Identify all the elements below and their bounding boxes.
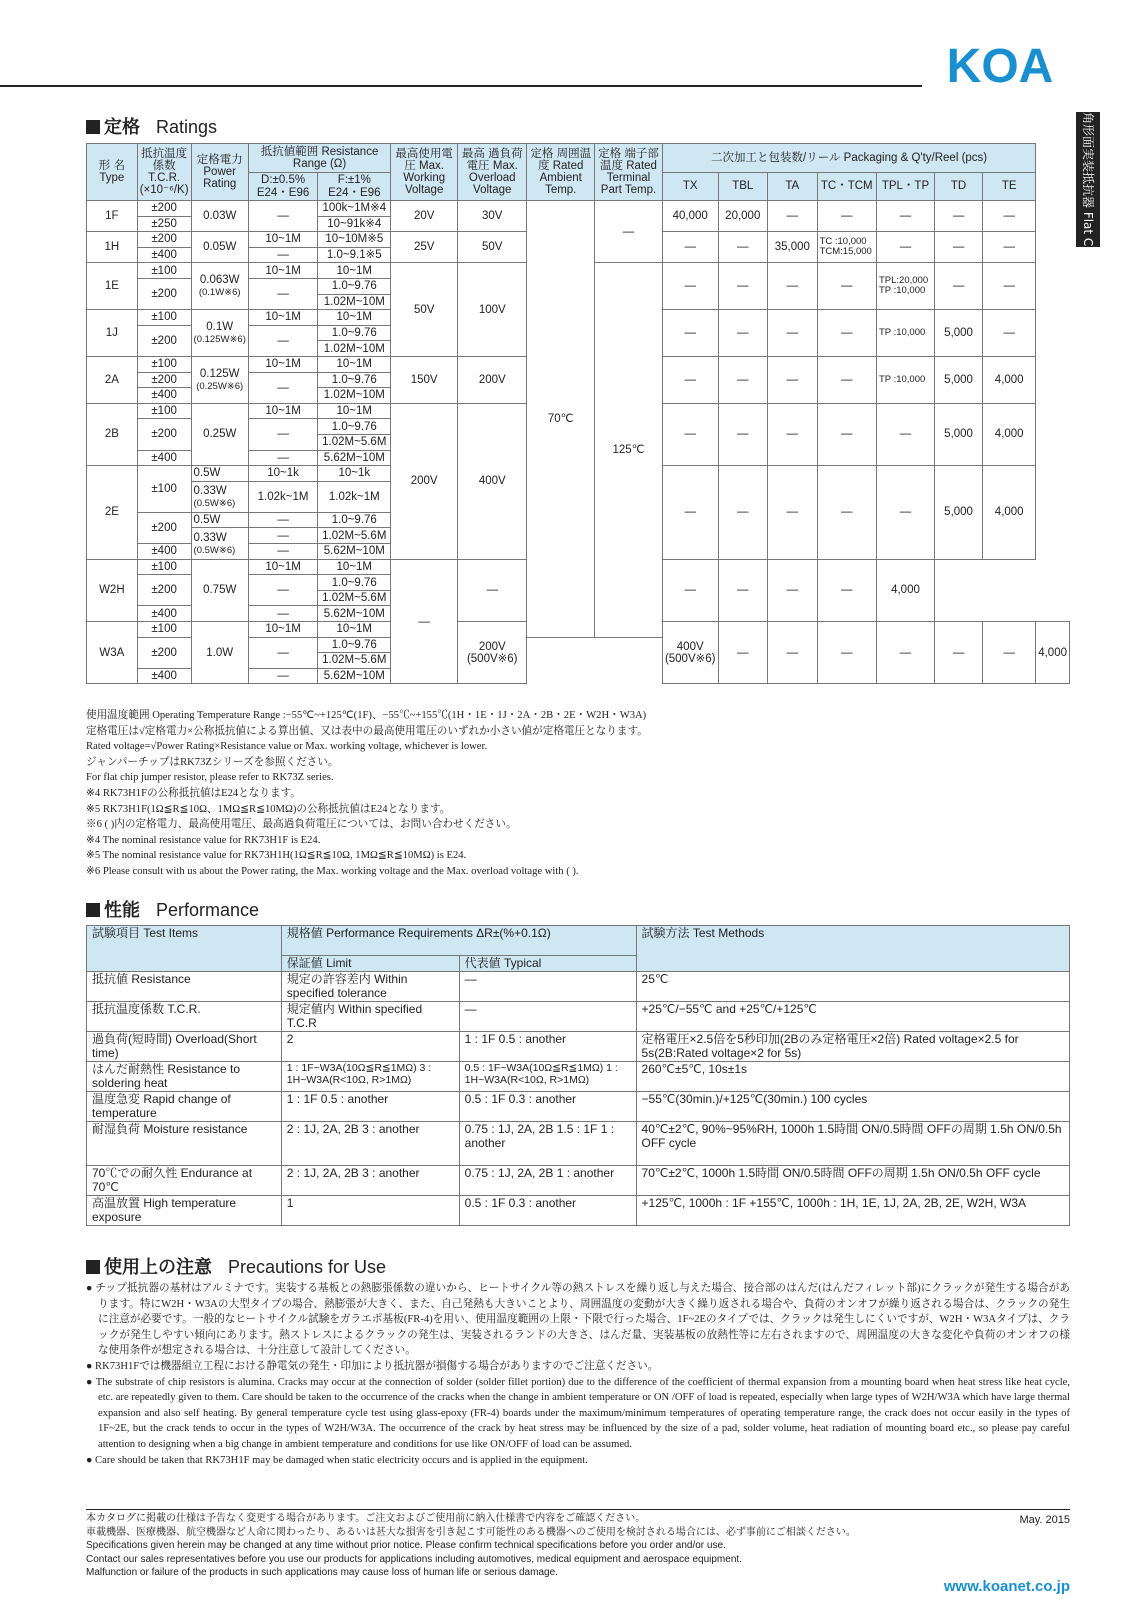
table-cell: ±100 (137, 403, 191, 419)
table-cell: 1.0~9.1※5 (318, 247, 391, 263)
table-cell: 1 : 1F 0.5 : another (281, 1092, 459, 1122)
table-row (87, 1092, 1070, 1122)
table-cell: 1.02M~5.6M (318, 528, 391, 544)
table-cell: — (595, 201, 663, 263)
table-cell: 5.62M~10M (318, 606, 391, 622)
table-cell: −55℃(30min.)/+125℃(30min.) 100 cycles (636, 1092, 1069, 1122)
side-tab: 角形面実装抵抗器 Flat Chip Resistors (1076, 112, 1100, 247)
table-cell: ±100 (137, 559, 191, 575)
table-cell: 定格 端子部温度 Rated Terminal Part Temp. (595, 144, 663, 201)
table-cell: 最高使用電圧 Max. Working Voltage (391, 144, 458, 201)
table-cell: +125℃, 1000h : 1F +155℃, 1000h : 1H, 1E, 1J, 2A, 2B, 2E, W2H, W3A (636, 1196, 1069, 1226)
table-cell: — (876, 201, 934, 232)
table-cell: 0.03W (191, 201, 248, 232)
koa-logo (930, 40, 1070, 88)
performance-table (86, 925, 1070, 1226)
table-cell: 5,000 (934, 310, 982, 357)
table-cell: — (817, 201, 876, 232)
table-cell: 5.62M~10M (318, 544, 391, 560)
table-cell: 25V (391, 232, 458, 263)
table-cell: 70℃での耐久性 Endurance at 70℃ (87, 1166, 282, 1196)
table-cell: 40℃±2℃, 90%~95%RH, 1000h 1.5時間 ON/0.5時間 OFFの周期 1.5h ON/0.5h OFF cycle (636, 1122, 1069, 1166)
table-cell: 2 : 1J, 2A, 2B 3 : another (281, 1122, 459, 1166)
table-cell: — (248, 372, 317, 403)
performance-heading: 性能 Performance (86, 896, 259, 922)
table-cell: — (248, 575, 317, 606)
table-cell: 規定値内 Within specified T.C.R (281, 1002, 459, 1032)
table-cell: 25℃ (636, 972, 1069, 1002)
table-cell: はんだ耐熱性 Resistance to soldering heat (87, 1062, 282, 1092)
table-cell: D:±0.5% E24・E96 (248, 173, 317, 201)
table-cell: — (718, 403, 768, 465)
table-cell: — (662, 263, 718, 310)
table-cell: — (248, 512, 317, 528)
table-cell: 40,000 (662, 201, 718, 232)
table-row: 0.33W (0.5W※6) — 1.02M~5.6M (87, 528, 1070, 544)
table-cell: — (983, 263, 1036, 310)
table-cell: ±200 (137, 325, 191, 356)
table-cell: 4,000 (983, 466, 1036, 560)
table-cell: — (768, 466, 818, 560)
table-cell: — (662, 356, 718, 403)
table-cell: — (876, 403, 934, 465)
table-cell: — (934, 622, 982, 684)
table-cell: ±100 (137, 622, 191, 638)
table-cell: ±200 (137, 278, 191, 309)
table-cell: 定格 周囲温度 Rated Ambient Temp. (527, 144, 595, 201)
table-cell: ±100 (137, 263, 191, 279)
table-cell: — (248, 668, 317, 684)
table-cell: ±200 (137, 201, 191, 217)
table-cell: 2 (281, 1032, 459, 1062)
table-cell: — (876, 232, 934, 263)
table-cell: 抵抗値 Resistance (87, 972, 282, 1002)
table-cell: 保証値 Limit (281, 956, 459, 972)
table-cell: — (662, 232, 718, 263)
table-cell: 0.5W (191, 512, 248, 528)
table-cell: — (718, 356, 768, 403)
table-cell: — (248, 325, 317, 356)
table-row: 2A ±100 0.125W (0.25W※6) 10~1M 10~1M 150V 200V — — — — TP :10,000 5,000 4,000 (87, 356, 1070, 372)
table-cell: 0.05W (191, 232, 248, 263)
table-cell: TC・TCM (817, 173, 876, 201)
table-cell: +25℃/−55℃ and +25℃/+125℃ (636, 1002, 1069, 1032)
table-row (87, 1122, 1070, 1166)
table-cell: 2B (87, 403, 138, 465)
table-cell: 10~1M (318, 622, 391, 638)
table-cell: 1.0~9.76 (318, 637, 391, 653)
table-cell: — (718, 559, 768, 621)
svg-text:KOA: KOA (946, 40, 1054, 88)
ratings-notes: 使用温度範囲 Operating Temperature Range :−55℃~+125℃(1F)、−55℃~+155℃(1H・1E・1J・2A・2B・2E・W2H・W3A) 定格電圧は√定格電力×公称抵抗値による算出値、又は表中の最高使用電圧のいずれか小さい値が定格電圧となります。 Rated voltage=√Power Rating×Resistance value or Max. working voltage, whichever is lower. ジャンパーチップはRK73Zシリーズを参照ください。 For flat chip jumper resistor, please refer to RK73Z series. ※4 RK73H1Fの公称抵抗値はE24となります。 ※5 RK73H1F(1Ω≦R≦10Ω、1MΩ≦R≦10MΩ)の公称抵抗値はE24となります。 ※6 ( )内の定格電力、最高使用電圧、最高過負荷電圧については、お問い合わせください。 ※4 The nominal resistance value for RK73H1F is E24. ※5 The nominal resistance value for RK73H1H(1Ω≦R≦10Ω, 1MΩ≦R≦10MΩ) is E24. ※6 Please consult with us about the Power rating, the Max. working voltage and the Max. overload voltage with ( ). (86, 710, 648, 877)
table-cell: — (459, 972, 636, 1002)
table-cell: 5,000 (934, 356, 982, 403)
table-cell: ±200 (137, 512, 191, 543)
table-cell: ±200 (137, 419, 191, 450)
table-cell: 1 : 1F 0.5 : another (459, 1032, 636, 1062)
table-cell: 150V (391, 356, 458, 403)
table-cell: — (817, 263, 876, 310)
table-cell: 10~91k※4 (318, 216, 391, 232)
footer-rule (86, 1509, 1070, 1510)
table-cell: 35,000 (768, 232, 818, 263)
table-cell: — (718, 622, 768, 684)
table-cell: TA (768, 173, 818, 201)
table-cell: 10~1M (248, 559, 317, 575)
table-cell: 1 : 1F~W3A(10Ω≦R≦1MΩ) 3 : 1H~W3A(R<10Ω, R>1MΩ) (281, 1062, 459, 1092)
table-cell: 定格電圧×2.5倍を5秒印加(2Bのみ定格電圧×2倍) Rated voltage×2.5 for 5s(2B:Rated voltage×2 for 5s) (636, 1032, 1069, 1062)
table-cell: TE (983, 173, 1036, 201)
table-cell: — (876, 466, 934, 560)
table-cell: — (248, 606, 317, 622)
table-cell: 0.75 : 1J, 2A, 2B 1 : another (459, 1166, 636, 1196)
table-cell: — (817, 356, 876, 403)
table-cell: 形 名 Type (87, 144, 138, 201)
table-row: 1J ±100 0.1W (0.125W※6) 10~1M 10~1M — — — — TP :10,000 5,000 — (87, 310, 1070, 326)
table-cell: 10~1k (318, 466, 391, 482)
table-cell: 5,000 (934, 403, 982, 465)
table-cell: — (768, 559, 818, 621)
table-cell: ±200 (137, 232, 191, 248)
table-cell: — (817, 403, 876, 465)
ratings-table (86, 143, 1070, 684)
table-cell: 20V (391, 201, 458, 232)
header-rule (0, 85, 922, 87)
table-cell: ±400 (137, 388, 191, 404)
table-cell: 1F (87, 201, 138, 232)
table-cell: 抵抗値範囲 Resistance Range (Ω) (248, 144, 390, 173)
table-cell: — (248, 278, 317, 309)
table-cell: 30V (458, 201, 527, 232)
table-row (87, 1002, 1070, 1032)
table-cell: 二次加工と包装数/リール Packaging & Q'ty/Reel (pcs) (662, 144, 1035, 173)
table-cell: 0.75W (191, 559, 248, 621)
table-cell: 4,000 (983, 403, 1036, 465)
table-cell: — (459, 1002, 636, 1032)
table-cell: 10~1M (248, 622, 317, 638)
table-cell: 1.02M~5.6M (318, 434, 391, 450)
table-cell: 1.0~9.76 (318, 278, 391, 294)
table-cell: 2 : 1J, 2A, 2B 3 : another (281, 1166, 459, 1196)
table-row (87, 201, 1070, 217)
table-cell: — (817, 622, 876, 684)
table-cell: ±100 (137, 466, 191, 513)
table-row: W3A ±100 1.0W 10~1M 10~1M 200V (500V※6) 400V (500V※6) — — — — — — 4,000 (87, 622, 1070, 638)
table-row: 1H ±200 0.05W 10~1M 10~10M※5 25V 50V — — 35,000 TC :10,000 TCM:15,000 — — — (87, 232, 1070, 248)
table-cell: 耐湿負荷 Moisture resistance (87, 1122, 282, 1166)
table-cell: — (817, 466, 876, 560)
table-cell: 0.5 : 1F 0.3 : another (459, 1092, 636, 1122)
table-row: 1E ±100 0.063W (0.1W※6) 10~1M 10~1M 50V 100V 125℃ — — — — TPL:20,000 TP :10,000 — — (87, 263, 1070, 279)
table-cell: 20,000 (718, 201, 768, 232)
table-cell: 1J (87, 310, 138, 357)
table-cell: 0.5 : 1F~W3A(10Ω≦R≦1MΩ) 1 : 1H~W3A(R<10Ω, R>1MΩ) (459, 1062, 636, 1092)
table-cell: 1.02M~10M (318, 388, 391, 404)
table-cell: 過負荷(短時間) Overload(Short time) (87, 1032, 282, 1062)
table-cell: — (768, 622, 818, 684)
table-cell: 10~1M (318, 559, 391, 575)
table-cell: — (934, 263, 982, 310)
table-cell: 4,000 (983, 356, 1036, 403)
table-cell: 10~1M (248, 310, 317, 326)
precautions-text: ● チップ抵抗器の基材はアルミナです。実装する基板との熱膨張係数の違いから、ヒートサイクル等の熱ストレスを繰り返し与えた場合、接合部のはんだ(はんだフィレット部)にクラックが発生する場合があります。特にW2H・W3Aの大型タイプの場合、熱膨張が大きく、また、自己発熱も大きいことより、周囲温度の変動が大きく繰り返される場合や、負荷のオンオフが繰り返される場合は、クラックの発生に注意が必要です。一般的なヒートサイクル試験をガラエポ基板(FR-4)を用い、使用温度範囲の上限・下限で行った場合、1F~2Eのタイプでは、クラックは発生しにくいですが、W2H・W3Aタイプは、クラックが発生しやすい傾向にあります。熱ストレスによるクラックの発生は、実装されるランドの大きさ、はんだ量、実装基板の放熱性等に左右されますので、周囲温度の大きな変化や負荷のオンオフの様な使用条件が想定される場合は、十分注意して設計してください。 ● RK73H1Fでは機器組立工程における静電気の発生・印加により抵抗器が損傷する場合がありますのでご注意ください。 ● The substrate of chip resistors is alumina. Cracks may occur at the connection of solder (solder fillet portion) due to the difference of the coefficient of thermal expansion from a mounting board when heat stress like heat cycle, etc. are repeatedly given to them. Care should be taken to the occurrence of the cracks when the change in ambient temperature or ON /OFF of load is repeated, especially when large types of W2H/W3A which have large thermal expansion and also self heating. By general temperature cycle test using glass-epoxy (FR-4) boards under the maximum/minimum temperatures of operating temperature range, the crack does not occur easily in the types of 1F~2E, but the crack tends to occur in the types of W2H/W3A. The occurrence of the crack by heat stress may be influenced by the size of a pad, solder volume, heat radiation of mounting board etc., so please pay careful attention to designing when a big change in ambient temperature and conditions for use like ON/OFF of load can be assumed. ● Care should be taken that RK73H1F may be damaged when static electricity occurs and is applied in the equipment. (86, 1283, 1070, 1466)
table-cell: — (248, 544, 317, 560)
table-cell: W2H (87, 559, 138, 621)
table-cell: 10~1M (248, 263, 317, 279)
table-cell: 規定の許容差内 Within specified tolerance (281, 972, 459, 1002)
table-cell: 1H (87, 232, 138, 263)
table-cell: 定格電力 Power Rating (191, 144, 248, 201)
table-cell: 0.5 : 1F 0.3 : another (459, 1196, 636, 1226)
table-cell: 10~1M (318, 310, 391, 326)
table-cell: — (718, 310, 768, 357)
table-cell: — (817, 559, 876, 621)
table-cell: — (934, 201, 982, 232)
table-cell: TX (662, 173, 718, 201)
table-row (87, 1062, 1070, 1092)
table-cell: 1.02k~1M (318, 481, 391, 512)
table-cell: 10~1M (318, 356, 391, 372)
table-cell: — (248, 637, 317, 668)
table-cell: ±400 (137, 450, 191, 466)
table-cell: ±100 (137, 310, 191, 326)
table-cell: — (718, 232, 768, 263)
table-cell: 1.0~9.76 (318, 325, 391, 341)
table-cell: 10~1M (318, 263, 391, 279)
table-cell: 260℃±5℃, 10s±1s (636, 1062, 1069, 1092)
table-cell: ±100 (137, 356, 191, 372)
table-cell: 70℃ (527, 201, 595, 638)
table-cell: — (768, 263, 818, 310)
table-cell: — (662, 466, 718, 560)
table-cell: 4,000 (1036, 622, 1070, 684)
table-cell: — (248, 247, 317, 263)
table-cell: — (768, 201, 818, 232)
table-cell: ±250 (137, 216, 191, 232)
table-cell: 50V (458, 232, 527, 263)
table-cell: ±400 (137, 606, 191, 622)
table-cell: 1.0~9.76 (318, 512, 391, 528)
table-cell: 0.25W (191, 403, 248, 465)
table-cell: 最高 過負荷電圧 Max. Overload Voltage (458, 144, 527, 201)
table-cell: 2A (87, 356, 138, 403)
table-cell: 1 (281, 1196, 459, 1226)
table-cell: ±200 (137, 575, 191, 606)
ratings-heading: 定格 Ratings (86, 113, 217, 139)
table-cell: 125℃ (595, 263, 663, 637)
table-cell: 10~1M (248, 403, 317, 419)
table-cell: — (662, 559, 718, 621)
table-cell: TBL (718, 173, 768, 201)
table-row (87, 972, 1070, 1002)
precautions-heading: 使用上の注意 Precautions for Use (86, 1253, 386, 1279)
table-cell: — (662, 403, 718, 465)
table-cell: — (817, 310, 876, 357)
table-cell: 5.62M~10M (318, 668, 391, 684)
table-cell: 試験項目 Test Items (87, 926, 282, 972)
table-cell: 1.0~9.76 (318, 419, 391, 435)
table-cell: 1E (87, 263, 138, 310)
table-cell: TD (934, 173, 982, 201)
table-cell: — (248, 450, 317, 466)
table-cell: 試験方法 Test Methods (636, 926, 1069, 972)
table-cell: 0.5W (191, 466, 248, 482)
table-cell: — (718, 263, 768, 310)
table-cell: 100k~1M※4 (318, 201, 391, 217)
table-cell: — (248, 528, 317, 544)
table-cell: 1.0~9.76 (318, 372, 391, 388)
table-cell: 2E (87, 466, 138, 560)
table-cell: 10~1k (248, 466, 317, 482)
table-cell: 70℃±2℃, 1000h 1.5時間 ON/0.5時間 OFFの周期 1.5h ON/0.5h OFF cycle (636, 1166, 1069, 1196)
footer-date: May. 2015 (1019, 1514, 1070, 1526)
table-cell: TP :10,000 (876, 356, 934, 403)
table-cell: 1.02M~10M (318, 341, 391, 357)
table-cell: — (934, 232, 982, 263)
table-cell: ±400 (137, 247, 191, 263)
table-row (87, 1196, 1070, 1226)
table-cell: 100V (458, 263, 527, 357)
table-cell: 10~10M※5 (318, 232, 391, 248)
table-cell: 温度急変 Rapid change of temperature (87, 1092, 282, 1122)
table-cell: — (983, 232, 1036, 263)
table-cell: 1.02k~1M (248, 481, 317, 512)
website-link[interactable]: www.koanet.co.jp (943, 1578, 1070, 1595)
table-cell: 10~1M (248, 356, 317, 372)
table-row: 0.33W (0.5W※6) 1.02k~1M 1.02k~1M (87, 481, 1070, 497)
table-cell: — (983, 201, 1036, 232)
table-cell: ±200 (137, 637, 191, 668)
table-cell: TP :10,000 (876, 310, 934, 357)
table-cell: — (662, 310, 718, 357)
table-cell: — (876, 622, 934, 684)
table-cell: 1.02M~10M (318, 294, 391, 310)
table-row (87, 1032, 1070, 1062)
table-cell: 規格値 Performance Requirements ΔR±(%+0.1Ω) (281, 926, 636, 956)
table-cell: 抵抗温度 係数 T.C.R. (×10⁻⁶/K) (137, 144, 191, 201)
table-row (87, 1166, 1070, 1196)
table-cell: 0.75 : 1J, 2A, 2B 1.5 : 1F 1 : another (459, 1122, 636, 1166)
table-cell: — (983, 622, 1036, 684)
table-cell: 10~1M (318, 403, 391, 419)
table-cell: 抵抗温度係数 T.C.R. (87, 1002, 282, 1032)
table-cell: 1.02M~5.6M (318, 653, 391, 669)
table-cell: — (391, 559, 458, 684)
table-cell: — (768, 403, 818, 465)
footer-disclaimer: 本カタログに掲載の仕様は予告なく変更する場合があります。ご注文およびご使用前に納入仕様書で内容をご確認ください。 車載機器、医療機器、航空機器など人命に関わったり、あるいは甚大な損害を引き起こす可能性のある機器へのご使用を検討される場合には、必ず事前にご相談ください。 Specifications given herein may be changed at any time without prior notice. Please confirm technical specifications before you order and/or use. Contact our sales representatives before you use our products for applications including automotives, medical equipment and aerospace equipment. Malfunction or failure of the products in such applications may cause loss of human life or serious damage. (86, 1513, 856, 1579)
table-cell: F:±1% E24・E96 (318, 173, 391, 201)
table-cell: 1.0W (191, 622, 248, 684)
table-cell: 代表値 Typical (459, 956, 636, 972)
table-cell: 400V (458, 403, 527, 559)
table-cell: W3A (87, 622, 138, 684)
table-cell: 200V (458, 356, 527, 403)
table-cell: ±200 (137, 372, 191, 388)
table-cell: — (248, 201, 317, 232)
table-cell: — (458, 559, 527, 621)
table-cell: TPL・TP (876, 173, 934, 201)
table-cell: 4,000 (876, 559, 934, 621)
table-cell: 高温放置 High temperature exposure (87, 1196, 282, 1226)
table-cell: 10~1M (248, 232, 317, 248)
table-cell: — (718, 466, 768, 560)
table-cell: ±400 (137, 544, 191, 560)
table-cell: 1.0~9.76 (318, 575, 391, 591)
table-cell: 50V (391, 263, 458, 357)
table-cell: 200V (391, 403, 458, 559)
table-cell: 5,000 (934, 466, 982, 560)
table-cell: 1.02M~5.6M (318, 590, 391, 606)
table-cell: — (768, 356, 818, 403)
table-cell: — (768, 310, 818, 357)
table-cell: — (248, 419, 317, 450)
table-cell: — (983, 310, 1036, 357)
table-cell: 5.62M~10M (318, 450, 391, 466)
table-cell: ±400 (137, 668, 191, 684)
